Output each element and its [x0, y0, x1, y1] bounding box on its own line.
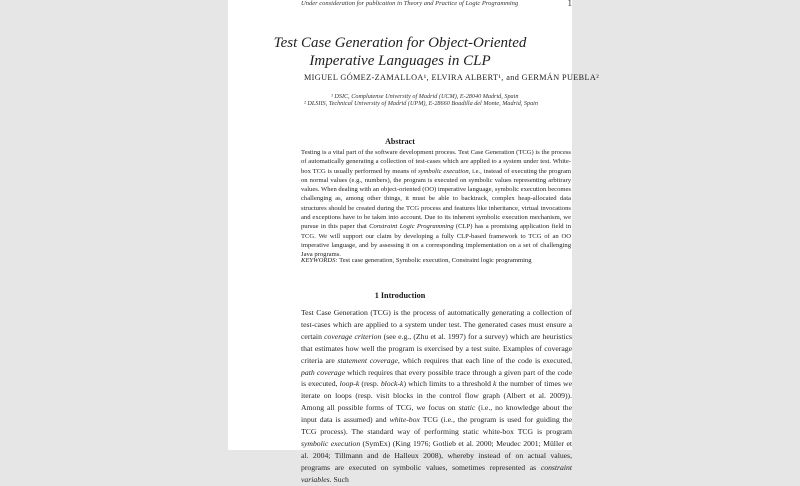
keywords-label: KEYWORDS:: [301, 257, 338, 264]
intro-emphasis-9: symbolic execution: [301, 438, 361, 448]
intro-text-1: Test Case Generation (TCG) is the process of automatically generating a collection of test-cases which are applied to a system under test. The generated cases must ensure a certain: [301, 308, 572, 341]
intro-text-8: (i.e., no knowledge about the input data is assumed) and: [301, 403, 572, 425]
intro-text-6: ) which limits to a threshold: [403, 379, 494, 389]
keywords-list: Test case generation, Symbolic execution, Constraint logic programming: [337, 257, 532, 264]
intro-emphasis-4: loop-k: [339, 379, 360, 389]
intro-text-11: . Such: [329, 474, 349, 484]
introduction-body: [301, 307, 572, 486]
intro-emphasis-1: coverage criterion: [324, 331, 382, 341]
paper-title: [228, 34, 572, 70]
abstract-emphasis-1: symbolic execution: [418, 167, 469, 175]
abstract-text-1: Testing is a vital part of the software development process. Test Case Generation (TCG) is the process of automatically generating a collection of test-cases which are applied to a system under test. White-box TCG is usually performed by means of: [301, 149, 571, 175]
section-heading-introduction: 1 Introduction: [374, 291, 426, 300]
title-line-2: Imperative Languages in CLP: [309, 53, 491, 69]
author-list: MIGUEL GÓMEZ-ZAMALLOA¹, ELVIRA ALBERT¹, and GERMÁN PUEBLA²: [304, 73, 600, 82]
intro-text-2: (see e.g., (Zhu et al. 1997) for a survey) which are heuristics that estimates how well the program is exercised by a test suite. Examples of coverage criteria are: [301, 331, 572, 365]
abstract-heading: Abstract: [385, 137, 415, 146]
intro-text-7: the number of times we iterate on loops (resp. visit blocks in the control flow graph (Albert et al. 2009)). Among all possible forms of TCG, we focus on: [301, 379, 572, 413]
running-head: Under consideration for publication in Theory and Practice of Logic Programming: [301, 0, 519, 7]
intro-text-3: , which requires that each line of the code is executed,: [397, 355, 572, 365]
intro-emphasis-7: static: [458, 403, 476, 413]
title-line-1: Test Case Generation for Object-Oriented: [273, 35, 527, 51]
page-number: 1: [567, 0, 572, 8]
abstract-body: [301, 148, 571, 260]
intro-emphasis-6: k: [493, 379, 497, 389]
intro-text-5: (resp.: [359, 379, 381, 389]
affiliation-2: ² DLSIIS, Technical University of Madrid (UPM), E-28660 Boadilla del Monte, Madrid, Spain: [304, 100, 538, 107]
affiliation-1: ¹ DSIC, Complutense University of Madrid (UCM), E-28040 Madrid, Spain: [331, 93, 519, 100]
intro-text-9: TCG (i.e., the program is used for guiding the TCG process). The standard way of performing static white-box TCG is program: [301, 415, 572, 437]
intro-emphasis-8: white-box: [389, 415, 420, 425]
paper-page: [228, 0, 600, 484]
intro-emphasis-3: path coverage: [301, 367, 345, 377]
intro-text-4: which requires that every possible trace through a given part of the code is executed,: [301, 367, 572, 389]
intro-emphasis-10: constraint variables: [301, 462, 572, 484]
keywords-line: [301, 256, 571, 265]
intro-emphasis-5: block-k: [380, 379, 404, 389]
abstract-emphasis-2: Constraint Logic Programming: [369, 223, 454, 231]
intro-emphasis-2: statement coverage: [337, 355, 398, 365]
abstract-text-2: , i.e., instead of executing the program on normal values (e.g., numbers), the program is executed on symbolic values representing arbitrary values. When dealing with an object-oriented (OO) imperative language, symbolic execution becomes challenging as, among other things, it must be able to backtrack, complex heap-allocated data structures should be created during the TCG process and features like inheritance, virtual invocations and exceptions have to be taken into account. Due to its inherent symbolic execution mechanism, we pursue in this paper that: [301, 167, 571, 231]
intro-text-10: (SymEx) (King 1976; Gotlieb et al. 2000; Meudec 2001; Müller et al. 2004; Tillmann and de Halleux 2008), whereby instead of on actual values, programs are executed on symbolic values, sometimes represented as: [301, 438, 572, 472]
abstract-text-3: (CLP) has a promising application field in TCG. We will support our claim by developing a fully CLP-based framework to TCG of an OO imperative language, and by assessing it on a corresponding implementation on a set of challenging Java programs.: [301, 223, 571, 259]
